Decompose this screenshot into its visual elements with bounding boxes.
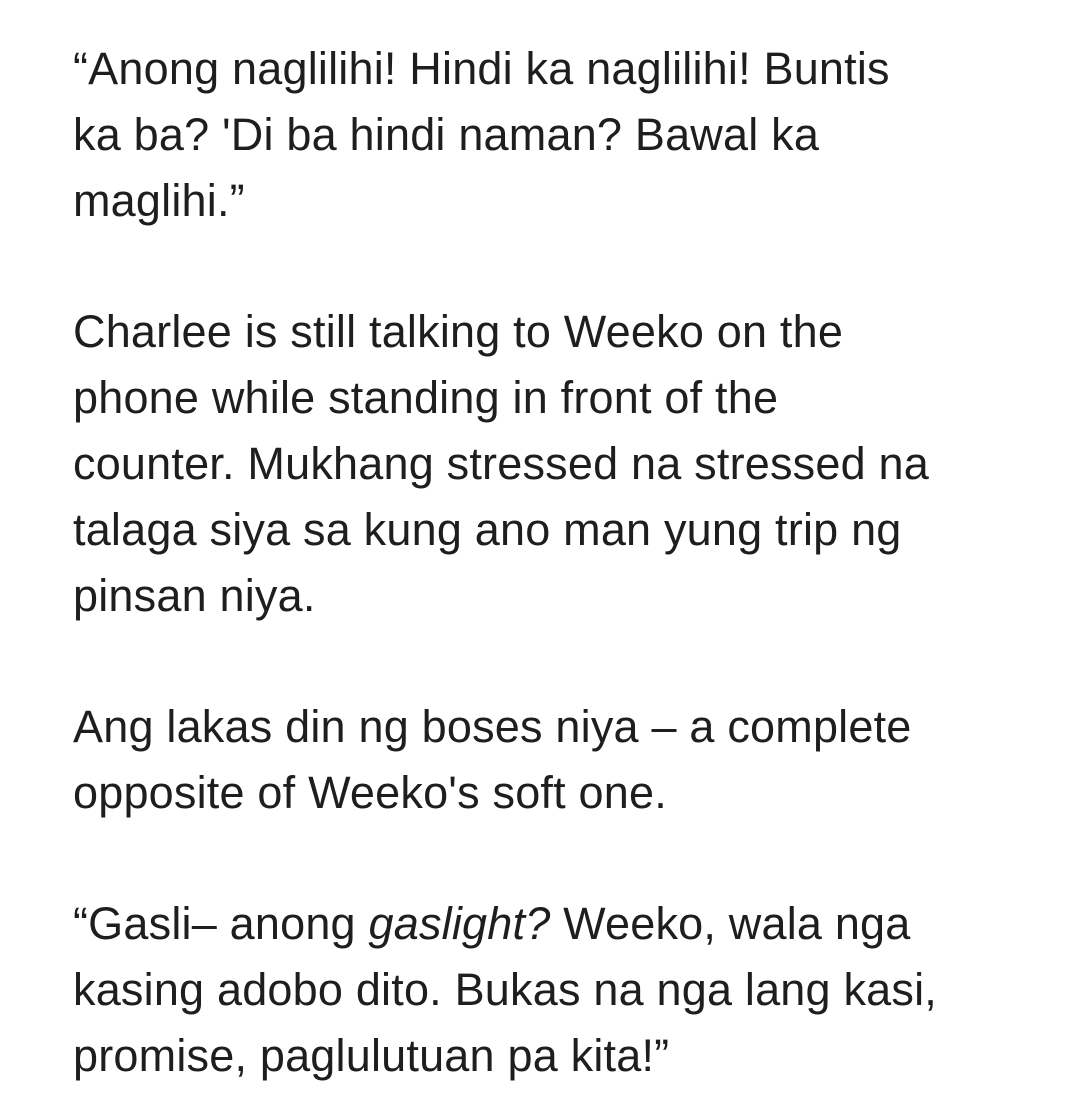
- text-segment: promise, paglulutuan pa kita!”: [73, 1030, 670, 1081]
- paragraph: [73, 891, 1020, 1089]
- text-line: [73, 299, 1020, 365]
- text-segment: Weeko, wala nga: [550, 898, 911, 949]
- text-line: [73, 431, 1020, 497]
- text-segment: pinsan niya.: [73, 570, 316, 621]
- paragraph: [73, 694, 1020, 826]
- text-line: [73, 168, 1020, 234]
- text-segment: “Gasli– anong: [73, 898, 369, 949]
- text-segment: talaga siya sa kung ano man yung trip ng: [73, 504, 902, 555]
- story-text: [73, 36, 1020, 1089]
- text-line: [73, 497, 1020, 563]
- paragraph: [73, 36, 1020, 234]
- text-segment: opposite of Weeko's soft one.: [73, 767, 667, 818]
- text-line: [73, 36, 1020, 102]
- text-segment: “Anong naglilihi! Hindi ka naglilihi! Buntis: [73, 43, 890, 94]
- text-line: [73, 563, 1020, 629]
- text-segment: counter. Mukhang stressed na stressed na: [73, 438, 929, 489]
- text-segment: kasing adobo dito. Bukas na nga lang kasi,: [73, 964, 937, 1015]
- text-line: [73, 102, 1020, 168]
- text-segment: Ang lakas din ng boses niya – a complete: [73, 701, 912, 752]
- italic-text-segment: gaslight?: [368, 898, 551, 949]
- text-segment: Charlee is still talking to Weeko on the: [73, 306, 844, 357]
- text-line: [73, 694, 1020, 760]
- text-line: [73, 957, 1020, 1023]
- text-segment: phone while standing in front of the: [73, 372, 779, 423]
- text-line: [73, 891, 1020, 957]
- paragraph: [73, 299, 1020, 629]
- text-line: [73, 1023, 1020, 1089]
- text-segment: maglihi.”: [73, 175, 245, 226]
- text-line: [73, 365, 1020, 431]
- text-segment: ka ba? 'Di ba hindi naman? Bawal ka: [73, 109, 820, 160]
- text-line: [73, 760, 1020, 826]
